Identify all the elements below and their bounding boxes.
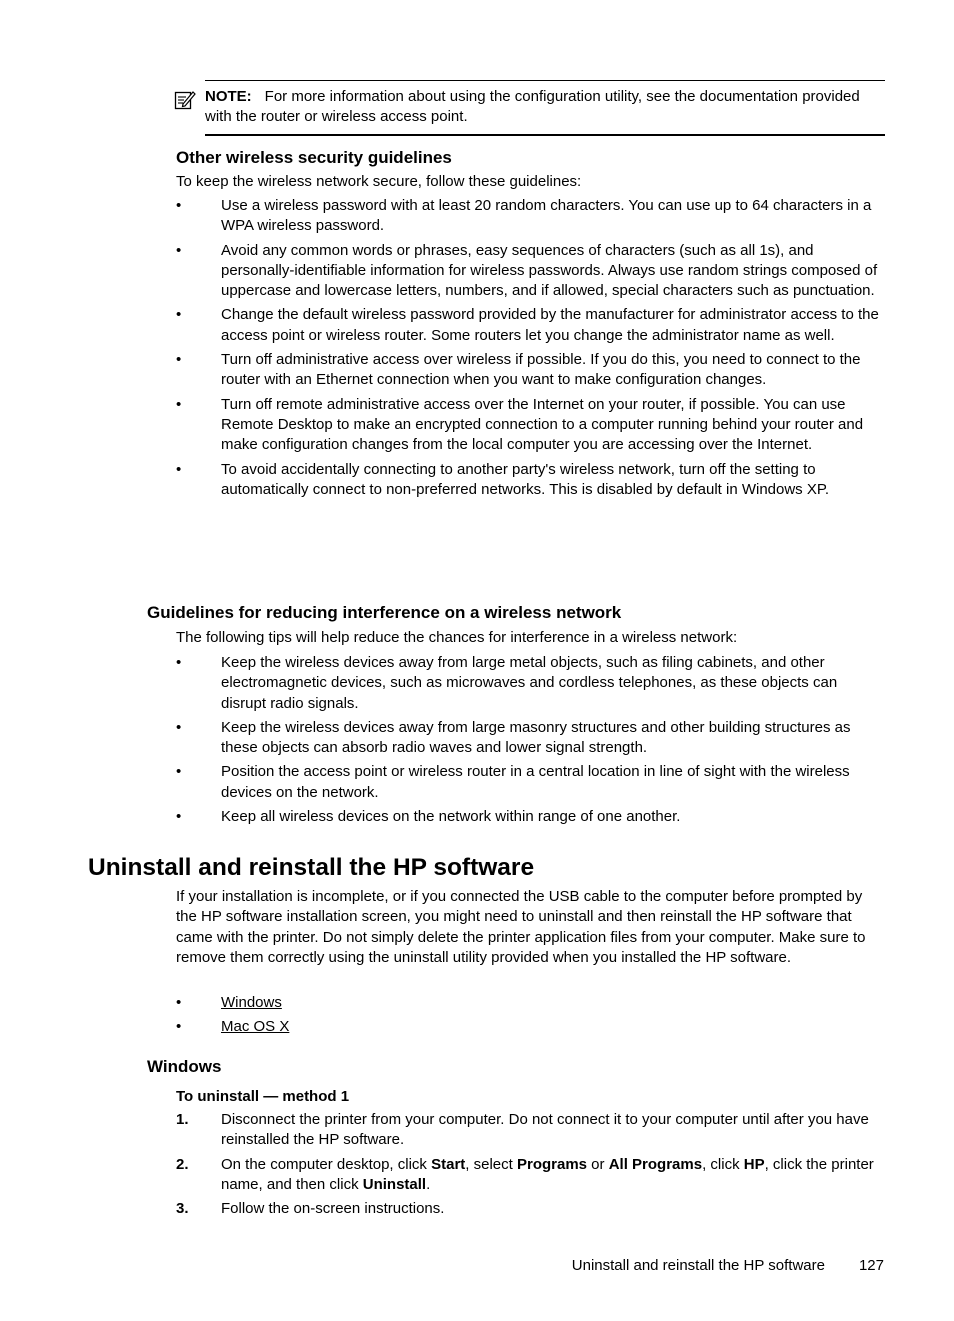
list-item	[176, 1017, 886, 1037]
uninstall-intro: If your installation is incomplete, or if you connected the USB cable to the computer before prompted by the HP software installation screen, you might need to uninstall and then reinstall the HP software that came with the printer. Do not simply delete the printer application files from your computer. Make sure to remove them correctly using the uninstall utility provided when you installed the HP software.	[176, 888, 866, 966]
interference-intro: The following tips will help reduce the chances for interference in a wireless network:	[176, 629, 738, 646]
page-footer	[572, 1256, 884, 1276]
list-item	[176, 305, 886, 346]
note-icon	[174, 89, 196, 111]
list-item	[176, 718, 886, 759]
note-bottom-rule	[205, 134, 885, 136]
bullet: •	[176, 197, 182, 214]
list-item	[176, 807, 886, 827]
bullet: •	[176, 763, 182, 781]
interference-list	[176, 653, 886, 831]
bullet: •	[176, 1018, 182, 1036]
list-item-text: To avoid accidentally connecting to another party's wireless network, turn off the setting to automatically connect to non-preferred networks. This is disabled by default in Windows XP.	[221, 460, 830, 498]
windows-link[interactable]: Windows	[221, 994, 282, 1011]
bullet: •	[176, 654, 182, 671]
step-number: 1.	[176, 1111, 189, 1128]
security-list	[176, 196, 886, 504]
list-item	[176, 653, 886, 714]
list-item-text: Turn off administrative access over wireless if possible. If you do this, you need to connect to the router with an Ethernet connection when you want to make configuration changes.	[221, 351, 861, 389]
step-text: Disconnect the printer from your computer. Do not connect it to your computer until after you have reinstalled the HP software.	[221, 1111, 869, 1149]
list-item-text: Use a wireless password with at least 20 random characters. You can use up to 64 characters in a WPA wireless password.	[221, 197, 872, 235]
note-box	[174, 80, 885, 136]
platform-links-list	[176, 993, 886, 1042]
list-item	[176, 395, 886, 456]
security-intro: To keep the wireless network secure, follow these guidelines:	[176, 173, 582, 190]
section-title: Uninstall and reinstall the HP software	[88, 854, 535, 881]
mac-os-x-link[interactable]: Mac OS X	[221, 1018, 290, 1036]
note-text-block	[205, 87, 885, 128]
bullet: •	[176, 241, 182, 259]
bullet: •	[176, 808, 182, 826]
note-top-rule	[205, 80, 885, 81]
list-item	[176, 350, 886, 391]
windows-heading: Windows	[147, 1057, 222, 1076]
method-heading: To uninstall — method 1	[176, 1088, 350, 1105]
step-item	[176, 1155, 886, 1196]
bullet: •	[176, 351, 182, 369]
step-number: 3.	[176, 1200, 189, 1218]
list-item-text: Keep the wireless devices away from large metal objects, such as filing cabinets, and other electromagnetic devices, such as microwaves and cordless telephones, as these objects can disrupt radio signals.	[221, 654, 838, 712]
list-item-text: Keep all wireless devices on the network within range of one another.	[221, 808, 681, 826]
security-heading: Other wireless security guidelines	[176, 148, 452, 167]
bullet: •	[176, 718, 182, 736]
list-item	[176, 196, 886, 237]
step-item	[176, 1199, 886, 1219]
step-text: On the computer desktop, click Start, select Programs or All Programs, click HP, click the printer name, and then click Uninstall.	[221, 1155, 874, 1193]
step-item	[176, 1110, 886, 1151]
list-item	[176, 993, 886, 1013]
bullet: •	[176, 395, 182, 413]
list-item-text: Keep the wireless devices away from large masonry structures and other building structures as these objects can absorb radio waves and lower signal strength.	[221, 718, 851, 757]
bullet: •	[176, 994, 182, 1011]
list-item-text: Position the access point or wireless router in a central location in line of sight with the wireless devices on the network.	[221, 763, 850, 801]
page-number: 127	[858, 1257, 884, 1274]
steps-list	[176, 1110, 886, 1223]
interference-heading: Guidelines for reducing interference on a wireless network	[147, 603, 622, 622]
note-label: NOTE:	[205, 88, 252, 105]
list-item-text: Change the default wireless password provided by the manufacturer for administrator access to the access point or wireless router. Some routers let you change the administrator name as well.	[221, 306, 879, 344]
list-item	[176, 460, 886, 501]
list-item	[176, 241, 886, 302]
bullet: •	[176, 306, 182, 324]
list-item-text: Avoid any common words or phrases, easy sequences of characters (such as all 1s), and personally-identifiable information for wireless passwords. Always use random strings composed of uppercase and lowercase letters, numbers, and if allowed, special characters such as punctuation.	[221, 241, 878, 300]
bullet: •	[176, 460, 182, 478]
step-number: 2.	[176, 1155, 189, 1173]
footer-section-title: Uninstall and reinstall the HP software	[571, 1257, 825, 1274]
list-item-text: Turn off remote administrative access over the Internet on your router, if possible. You can use Remote Desktop to make an encrypted connection to a computer running behind your router and make configuration changes from the local computer you are accessing over the Internet.	[221, 395, 864, 454]
list-item	[176, 762, 886, 803]
step-text: Follow the on-screen instructions.	[221, 1200, 445, 1218]
note-text: For more information about using the configuration utility, see the documentation provided with the router or wireless access point.	[205, 88, 860, 126]
